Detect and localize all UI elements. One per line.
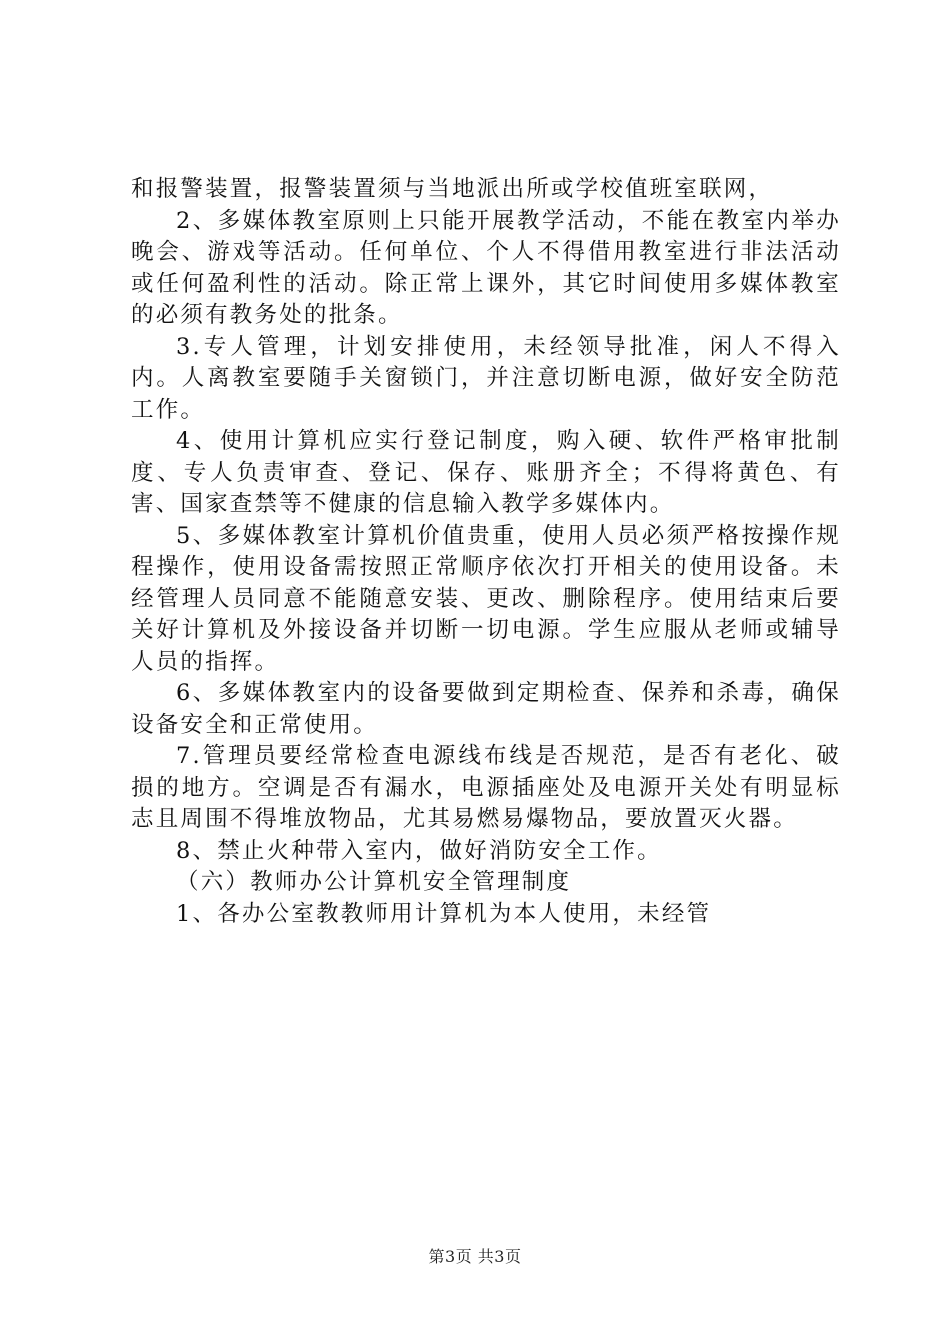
paragraph-item-2: 2、多媒体教室原则上只能开展教学活动，不能在教室内举办晚会、游戏等活动。任何单位、个人不得借用教室进行非法活动或任何盈利性的活动。除正常上课外，其它时间使用多媒体教室的必须有教务处的批条。	[131, 207, 841, 328]
section-heading: （六）教师办公计算机安全管理制度	[176, 869, 572, 895]
paragraph-item-5: 5、多媒体教室计算机价值贵重，使用人员必须严格按操作规程操作，使用设备需按照正常顺序依次打开相关的使用设备。未经管理人员同意不能随意安装、更改、删除程序。使用结束后要关好计算机及外接设备并切断一切电源。学生应服从老师或辅导人员的指挥。	[131, 522, 841, 675]
paragraph-item-3: 3.专人管理，计划安排使用，未经领导批准，闲人不得入内。人离教室要随手关窗锁门，并注意切断电源，做好安全防范工作。	[131, 333, 841, 423]
page-number-footer: 第3页 共3页	[428, 1247, 522, 1266]
paragraph-item-6: 6、多媒体教室内的设备要做到定期检查、保养和杀毒，确保设备安全和正常使用。	[131, 680, 841, 738]
paragraph-item-7: 7.管理员要经常检查电源线布线是否规范，是否有老化、破损的地方。空调是否有漏水，电源插座处及电源开关处有明显标志且周围不得堆放物品，尤其易燃易爆物品，要放置灭火器。	[131, 743, 841, 832]
paragraph-item-4: 4、使用计算机应实行登记制度，购入硬、软件严格审批制度、专人负责审查、登记、保存、账册齐全；不得将黄色、有害、国家查禁等不健康的信息输入教学多媒体内。	[131, 428, 841, 517]
paragraph-item-8: 8、禁止火种带入室内，做好消防安全工作。	[176, 837, 662, 864]
document-body	[131, 174, 841, 930]
paragraph-continuation: 和报警装置，报警装置须与当地派出所或学校值班室联网，	[131, 176, 774, 202]
paragraph-item-1: 1、各办公室教教师用计算机为本人使用，未经管	[176, 900, 712, 927]
